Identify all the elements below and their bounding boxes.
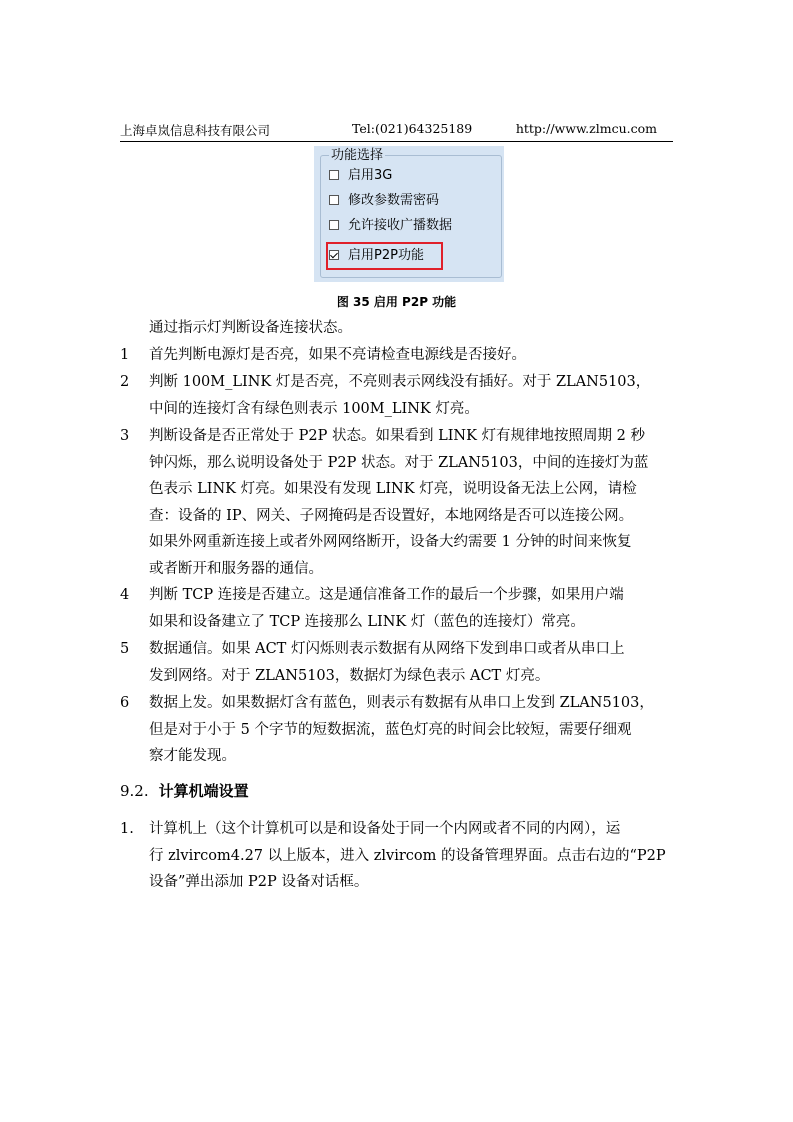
step-text-line: 钟闪烁，那么说明设备处于 P2P 状态。对于 ZLAN5103，中间的连接灯为蓝 <box>149 454 649 471</box>
header-company: 上海卓岚信息科技有限公司 <box>120 123 271 138</box>
step-number: 2 <box>120 374 130 390</box>
option-enable-3g[interactable] <box>329 166 392 186</box>
page-header <box>120 121 673 141</box>
option-label: 修改参数需密码 <box>348 193 440 208</box>
checkbox-icon[interactable] <box>329 220 339 230</box>
header-rule <box>120 141 673 142</box>
instruction-text-line: 设备”弹出添加 P2P 设备对话框。 <box>149 874 369 891</box>
step-number: 1 <box>120 347 130 363</box>
step-number: 6 <box>120 695 130 711</box>
step-text-line: 首先判断电源灯是否亮，如果不亮请检查电源线是否接好。 <box>149 347 526 363</box>
step-text-line: 中间的连接灯含有绿色则表示 100M_LINK 灯亮。 <box>149 400 479 417</box>
option-label: 启用P2P功能 <box>348 248 424 263</box>
step-text-line: 查：设备的 IP、网关、子网掩码是否设置好，本地网络是否可以连接公网。 <box>149 507 634 524</box>
checkbox-icon[interactable] <box>329 170 339 180</box>
option-label: 允许接收广播数据 <box>348 218 453 233</box>
function-select-group <box>320 148 502 278</box>
step-number: 5 <box>120 641 130 657</box>
section-title: 计算机端设置 <box>158 782 249 800</box>
step-text-line: 或者断开和服务器的通信。 <box>149 561 323 577</box>
step-text-line: 察才能发现。 <box>149 748 236 765</box>
highlight-box <box>326 242 443 270</box>
step-number: 4 <box>120 587 130 603</box>
figure-caption: 图 35 启用 P2P 功能 <box>336 295 457 309</box>
step-text-line: 数据通信。如果 ACT 灯闪烁则表示数据有从网络下发到串口或者从串口上 <box>149 641 625 657</box>
step-text-line: 数据上发。如果数据灯含有蓝色，则表示有数据有从串口上发到 ZLAN5103， <box>149 695 654 711</box>
step-text-line: 发到网络。对于 ZLAN5103，数据灯为绿色表示 ACT 灯亮。 <box>149 667 550 684</box>
intro-text: 通过指示灯判断设备连接状态。 <box>149 320 352 336</box>
checkbox-icon[interactable] <box>329 195 339 205</box>
group-title: 功能选择 <box>331 148 384 163</box>
header-url: http://www.zlmcu.com <box>515 121 657 136</box>
option-accept-broadcast[interactable] <box>329 216 452 236</box>
step-number: 3 <box>120 428 130 444</box>
function-select-screenshot <box>314 146 504 282</box>
step-text-line: 判断设备是否正常处于 P2P 状态。如果看到 LINK 灯有规律地按照周期 2 秒 <box>149 428 645 444</box>
step-text-line: 判断 TCP 连接是否建立。这是通信准备工作的最后一个步骤，如果用户端 <box>149 587 624 603</box>
header-tel: Tel:(021)64325189 <box>352 121 473 136</box>
option-label: 启用3G <box>348 168 393 183</box>
instruction-text-line: 行 zlvircom4.27 以上版本，进入 zlvircom 的设备管理界面。点击右边的“P2P <box>149 847 666 864</box>
section-number: 9.2. <box>120 782 149 800</box>
instruction-text-line: 计算机上（这个计算机可以是和设备处于同一个内网或者不同的内网），运 <box>149 821 621 837</box>
step-text-line: 但是对于小于 5 个字节的短数据流，蓝色灯亮的时间会比较短，需要仔细观 <box>149 721 632 738</box>
instruction-number: 1. <box>120 821 134 837</box>
step-text-line: 色表示 LINK 灯亮。如果没有发现 LINK 灯亮，说明设备无法上公网，请检 <box>149 481 637 498</box>
option-password-required[interactable] <box>329 191 439 211</box>
step-text-line: 如果外网重新连接上或者外网网络断开，设备大约需要 1 分钟的时间来恢复 <box>149 534 632 551</box>
step-text-line: 判断 100M_LINK 灯是否亮，不亮则表示网线没有插好。对于 ZLAN5103， <box>149 374 651 390</box>
step-text-line: 如果和设备建立了 TCP 连接那么 LINK 灯（蓝色的连接灯）常亮。 <box>149 613 585 630</box>
section-heading <box>120 782 249 800</box>
